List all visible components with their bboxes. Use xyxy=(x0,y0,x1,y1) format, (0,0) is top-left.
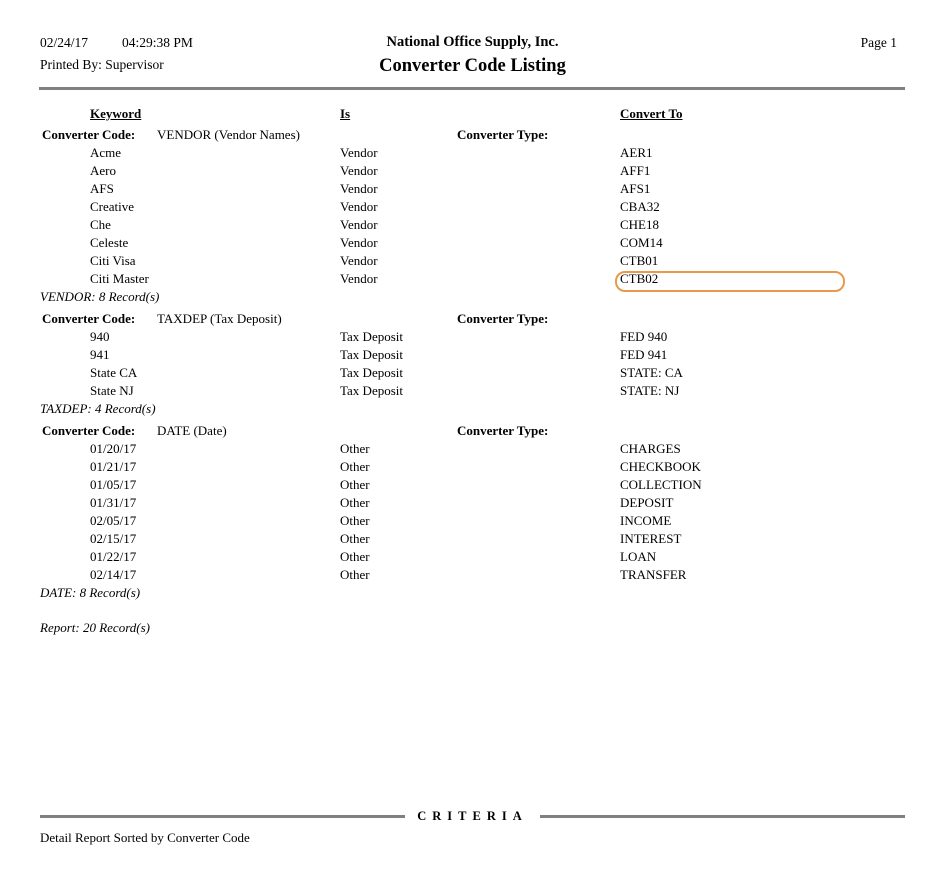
table-row xyxy=(0,329,950,347)
table-row xyxy=(0,253,950,271)
convert-to-cell: CTB01 xyxy=(620,253,659,268)
section-record-count: VENDOR: 8 Record(s) xyxy=(40,289,160,304)
converter-type-label: Converter Type: xyxy=(457,423,549,438)
criteria-note: Detail Report Sorted by Converter Code xyxy=(40,830,250,845)
table-row xyxy=(0,567,950,585)
table-row xyxy=(0,163,950,181)
keyword-cell: 941 xyxy=(90,347,110,362)
is-cell: Other xyxy=(340,477,370,492)
keyword-cell: Acme xyxy=(90,145,122,160)
is-cell: Other xyxy=(340,495,370,510)
convert-to-cell: INCOME xyxy=(620,513,672,528)
criteria-line-right xyxy=(540,815,905,818)
converter-type-label: Converter Type: xyxy=(457,311,549,326)
table-row xyxy=(0,235,950,253)
sections-container xyxy=(0,127,950,603)
converter-code-value: VENDOR (Vendor Names) xyxy=(157,127,300,142)
section-rows xyxy=(0,441,950,585)
convert-to-cell: CHARGES xyxy=(620,441,681,456)
table-row xyxy=(0,365,950,383)
table-row xyxy=(0,271,950,289)
convert-to-cell: CBA32 xyxy=(620,199,660,214)
keyword-cell: 01/21/17 xyxy=(90,459,137,474)
criteria-line-left xyxy=(40,815,405,818)
table-row xyxy=(0,513,950,531)
convert-to-cell: STATE: CA xyxy=(620,365,683,380)
table-row xyxy=(0,347,950,365)
convert-to-cell: INTEREST xyxy=(620,531,682,546)
table-row xyxy=(0,531,950,549)
report-time: 04:29:38 PM xyxy=(122,35,193,50)
is-cell: Vendor xyxy=(340,181,378,196)
section-footer-row xyxy=(0,585,950,603)
table-row xyxy=(0,199,950,217)
keyword-cell: 01/31/17 xyxy=(90,495,137,510)
keyword-cell: 02/15/17 xyxy=(90,531,137,546)
keyword-cell: State CA xyxy=(90,365,138,380)
column-header-convert-to: Convert To xyxy=(620,106,683,121)
convert-to-cell: STATE: NJ xyxy=(620,383,680,398)
converter-code-label: Converter Code: xyxy=(42,311,136,326)
column-header-keyword: Keyword xyxy=(90,106,142,121)
is-cell: Vendor xyxy=(340,145,378,160)
convert-to-cell: AFF1 xyxy=(620,163,651,178)
keyword-cell: State NJ xyxy=(90,383,134,398)
is-cell: Vendor xyxy=(340,253,378,268)
keyword-cell: 940 xyxy=(90,329,110,344)
is-cell: Other xyxy=(340,441,370,456)
convert-to-cell: FED 941 xyxy=(620,347,668,362)
converter-code-label: Converter Code: xyxy=(42,127,136,142)
keyword-cell: 01/05/17 xyxy=(90,477,137,492)
section-rows xyxy=(0,329,950,401)
convert-to-cell: COLLECTION xyxy=(620,477,702,492)
converter-section xyxy=(0,127,950,307)
keyword-cell: Citi Master xyxy=(90,271,149,286)
convert-to-cell: LOAN xyxy=(620,549,657,564)
table-row xyxy=(0,459,950,477)
converter-type-label: Converter Type: xyxy=(457,127,549,142)
convert-to-cell: FED 940 xyxy=(620,329,668,344)
is-cell: Vendor xyxy=(340,199,378,214)
section-header-row xyxy=(0,311,950,329)
is-cell: Vendor xyxy=(340,217,378,232)
converter-section xyxy=(0,423,950,603)
section-footer-row xyxy=(0,401,950,419)
section-header-row xyxy=(0,423,950,441)
keyword-cell: 02/14/17 xyxy=(90,567,137,582)
convert-to-cell: TRANSFER xyxy=(620,567,687,582)
converter-code-value: DATE (Date) xyxy=(157,423,227,438)
convert-to-cell: CHE18 xyxy=(620,217,659,232)
converter-section xyxy=(0,311,950,419)
convert-to-cell: COM14 xyxy=(620,235,663,250)
keyword-cell: 01/20/17 xyxy=(90,441,137,456)
convert-to-cell: CTB02 xyxy=(620,271,659,286)
converter-code-label: Converter Code: xyxy=(42,423,136,438)
section-record-count: TAXDEP: 4 Record(s) xyxy=(40,401,156,416)
table-row xyxy=(0,383,950,401)
table-row xyxy=(0,441,950,459)
report-footer-row xyxy=(0,620,950,638)
report-record-count: Report: 20 Record(s) xyxy=(40,620,150,635)
criteria-divider xyxy=(40,809,905,824)
is-cell: Other xyxy=(340,459,370,474)
column-header-row xyxy=(0,106,950,127)
printed-by: Printed By: Supervisor xyxy=(40,57,164,72)
table-row xyxy=(0,477,950,495)
section-record-count: DATE: 8 Record(s) xyxy=(40,585,141,600)
page-number: Page 1 xyxy=(860,35,897,50)
is-cell: Tax Deposit xyxy=(340,383,403,398)
section-header-row xyxy=(0,127,950,145)
is-cell: Other xyxy=(340,531,370,546)
convert-to-cell: AER1 xyxy=(620,145,653,160)
keyword-cell: Creative xyxy=(90,199,135,214)
is-cell: Tax Deposit xyxy=(340,329,403,344)
table-row xyxy=(0,549,950,567)
header-divider xyxy=(39,87,905,90)
keyword-cell: Citi Visa xyxy=(90,253,136,268)
keyword-cell: Aero xyxy=(90,163,116,178)
report-date: 02/24/17 xyxy=(40,35,89,50)
is-cell: Other xyxy=(340,567,370,582)
keyword-cell: Che xyxy=(90,217,111,232)
criteria-title: CRITERIA xyxy=(417,809,528,823)
is-cell: Vendor xyxy=(340,271,378,286)
is-cell: Tax Deposit xyxy=(340,365,403,380)
table-row xyxy=(0,495,950,513)
convert-to-cell: CHECKBOOK xyxy=(620,459,701,474)
keyword-cell: Celeste xyxy=(90,235,129,250)
convert-to-cell: DEPOSIT xyxy=(620,495,674,510)
table-row xyxy=(0,217,950,235)
report-body xyxy=(0,106,950,638)
keyword-cell: 02/05/17 xyxy=(90,513,137,528)
is-cell: Other xyxy=(340,549,370,564)
column-header-is: Is xyxy=(340,106,351,121)
keyword-cell: 01/22/17 xyxy=(90,549,137,564)
is-cell: Vendor xyxy=(340,235,378,250)
converter-code-value: TAXDEP (Tax Deposit) xyxy=(157,311,282,326)
table-row xyxy=(0,181,950,199)
section-rows xyxy=(0,145,950,289)
is-cell: Tax Deposit xyxy=(340,347,403,362)
section-footer-row xyxy=(0,289,950,307)
table-row xyxy=(0,145,950,163)
report-title: Converter Code Listing xyxy=(379,56,566,76)
keyword-cell: AFS xyxy=(90,181,114,196)
company-name: National Office Supply, Inc. xyxy=(386,34,559,50)
convert-to-cell: AFS1 xyxy=(620,181,651,196)
is-cell: Other xyxy=(340,513,370,528)
is-cell: Vendor xyxy=(340,163,378,178)
